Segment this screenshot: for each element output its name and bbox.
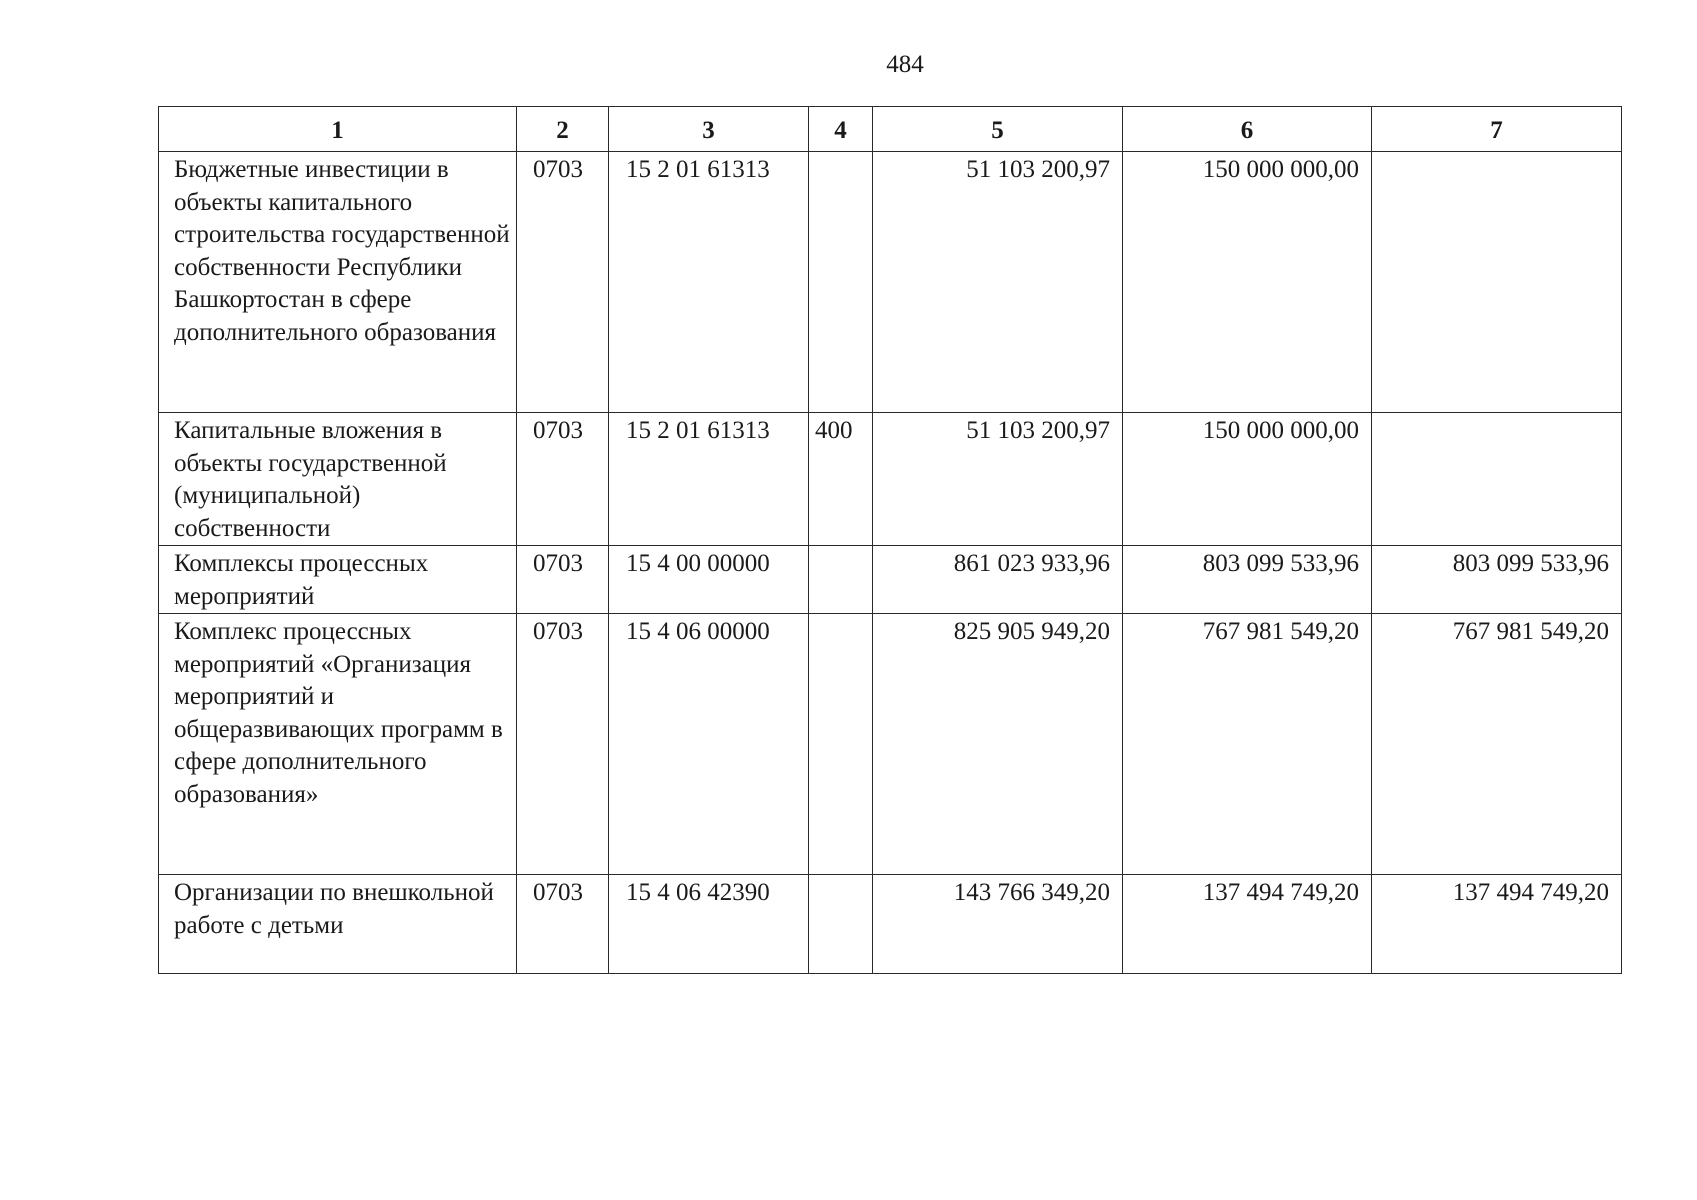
table-row (159, 875, 1622, 974)
column-header: 3 (609, 107, 809, 152)
expense-type-cell (809, 875, 873, 974)
amount-col7-cell (1372, 152, 1622, 413)
target-code-cell: 15 4 06 42390 (609, 875, 809, 974)
section-cell: 0703 (517, 413, 609, 546)
target-code-cell: 15 4 00 00000 (609, 546, 809, 614)
target-code-cell: 15 2 01 61313 (609, 413, 809, 546)
item-name-cell: Комплексы процессных мероприятий (159, 546, 517, 614)
target-code-cell: 15 4 06 00000 (609, 614, 809, 875)
section-cell: 0703 (517, 614, 609, 875)
item-name-cell: Капитальные вложения в объекты государственной (муниципальной) собственности (159, 413, 517, 546)
table-row (159, 546, 1622, 614)
section-cell: 0703 (517, 546, 609, 614)
column-header: 7 (1372, 107, 1622, 152)
item-name-cell: Организации по внешкольной работе с детьми (159, 875, 517, 974)
amount-col5-cell: 51 103 200,97 (873, 152, 1123, 413)
expense-type-cell (809, 614, 873, 875)
table-row (159, 152, 1622, 413)
page-number: 484 (886, 51, 924, 78)
expense-type-cell (809, 546, 873, 614)
column-header: 5 (873, 107, 1123, 152)
amount-col5-cell: 825 905 949,20 (873, 614, 1123, 875)
column-header: 4 (809, 107, 873, 152)
amount-col7-cell: 137 494 749,20 (1372, 875, 1622, 974)
table-header-row (159, 107, 1622, 152)
table-row (159, 614, 1622, 875)
section-cell: 0703 (517, 152, 609, 413)
item-name-cell: Комплекс процессных мероприятий «Организация мероприятий и общеразвивающих программ в сфере дополнительного образования» (159, 614, 517, 875)
table-row (159, 413, 1622, 546)
amount-col6-cell: 150 000 000,00 (1123, 413, 1372, 546)
target-code-cell: 15 2 01 61313 (609, 152, 809, 413)
amount-col7-cell: 803 099 533,96 (1372, 546, 1622, 614)
section-cell: 0703 (517, 875, 609, 974)
amount-col6-cell: 767 981 549,20 (1123, 614, 1372, 875)
amount-col5-cell: 861 023 933,96 (873, 546, 1123, 614)
amount-col6-cell: 137 494 749,20 (1123, 875, 1372, 974)
amount-col5-cell: 51 103 200,97 (873, 413, 1123, 546)
column-header: 1 (159, 107, 517, 152)
amount-col6-cell: 150 000 000,00 (1123, 152, 1372, 413)
column-header: 6 (1123, 107, 1372, 152)
expense-type-cell (809, 152, 873, 413)
expense-type-cell: 400 (809, 413, 873, 546)
column-header: 2 (517, 107, 609, 152)
item-name-cell: Бюджетные инвестиции в объекты капитального строительства государственной собственности Республики Башкортостан в сфере дополнительного образования (159, 152, 517, 413)
budget-table (158, 106, 1622, 974)
amount-col7-cell: 767 981 549,20 (1372, 614, 1622, 875)
amount-col5-cell: 143 766 349,20 (873, 875, 1123, 974)
amount-col6-cell: 803 099 533,96 (1123, 546, 1372, 614)
amount-col7-cell (1372, 413, 1622, 546)
